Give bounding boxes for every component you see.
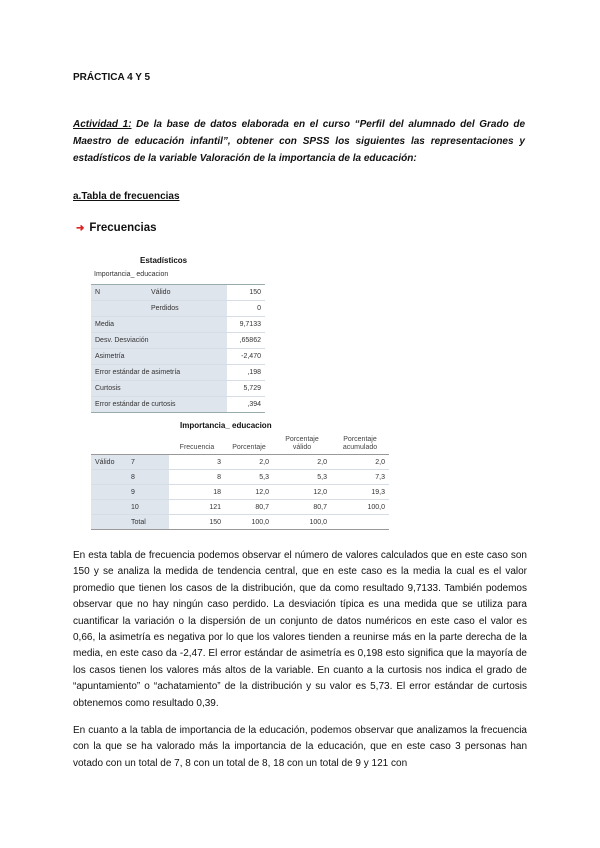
table-cell: Error estándar de asimetría — [91, 365, 227, 381]
table-cell: Media — [91, 317, 227, 333]
table-cell: 121 — [169, 500, 225, 515]
table-cell: 7 — [127, 455, 169, 470]
table-cell: 100,0 — [225, 515, 273, 530]
table-header-cell: Porcentaje — [225, 434, 273, 455]
table-row — [91, 500, 389, 515]
frequency-table — [91, 434, 389, 530]
table-cell: 10 — [127, 500, 169, 515]
table-cell: 80,7 — [225, 500, 273, 515]
table-cell: Válido — [147, 285, 227, 301]
table-cell: 19,3 — [331, 485, 389, 500]
table-cell: 2,0 — [331, 455, 389, 470]
table-cell: 2,0 — [225, 455, 273, 470]
table-cell: 2,0 — [273, 455, 331, 470]
table-cell: ,394 — [227, 397, 265, 413]
table-row — [91, 285, 265, 301]
table-header-cell: Porcentaje acumulado — [331, 434, 389, 455]
table-cell: ,65862 — [227, 333, 265, 349]
table-cell — [91, 500, 127, 515]
stats-table-title: Estadísticos — [140, 256, 188, 265]
frequencies-heading — [76, 222, 157, 234]
table-row — [91, 515, 389, 530]
table-cell: Curtosis — [91, 381, 227, 397]
table-row — [91, 349, 265, 365]
analysis-paragraph-1: En esta tabla de frecuencia podemos observar el número de valores calculados que en este caso son 150 y se analiza la medida de tendencia central, que en este caso es la media la cual es el valor promedio que tienen los casos de la distribución, que da como resultado 9,7133. También podemos observar que no hay ningún caso perdido. La desviación típica es una medida que se utiliza para cuantificar la variación o la dispersión de un conjunto de datos numéricos en este caso el valor es 0,66, la asimetría es negativa por lo que los valores tienden a reunirse más en la parte derecha de la media, en este caso da -2,47. El error estándar de asimetría es 0,198 esto significa que la mayoría de los casos tienen los valores más altos de la variable. En cuanto a la curtosis nos indica el grado de “apuntamiento” o “achatamiento” de la distribución y su valor es 5,73. El error estándar de curtosis obtenemos como resultado 0,39. — [73, 550, 527, 709]
table-row — [91, 381, 265, 397]
table-row — [91, 470, 389, 485]
table-row — [91, 333, 265, 349]
table-cell: 7,3 — [331, 470, 389, 485]
table-cell — [91, 515, 127, 530]
activity-statement — [73, 116, 525, 167]
table-cell: Válido — [91, 455, 127, 470]
statistics-table — [91, 284, 265, 413]
frequencies-heading-label: Frecuencias — [89, 222, 157, 234]
table-cell: 9,7133 — [227, 317, 265, 333]
table-header-cell — [127, 434, 169, 455]
table-cell: 5,3 — [273, 470, 331, 485]
table-row — [91, 301, 265, 317]
table-header-row — [91, 434, 389, 455]
table-cell: 80,7 — [273, 500, 331, 515]
table-cell: 18 — [169, 485, 225, 500]
activity-label: Actividad 1: — [73, 119, 132, 130]
table-row — [91, 485, 389, 500]
table-cell: 150 — [227, 285, 265, 301]
table-cell: Asimetría — [91, 349, 227, 365]
table-cell: 5,729 — [227, 381, 265, 397]
table-header-cell — [91, 434, 127, 455]
table-cell: 100,0 — [273, 515, 331, 530]
arrow-right-icon: ➜ — [76, 222, 85, 234]
table-header-cell: Frecuencia — [169, 434, 225, 455]
table-cell: 9 — [127, 485, 169, 500]
table-cell: 8 — [127, 470, 169, 485]
table-cell: 3 — [169, 455, 225, 470]
table-row — [91, 397, 265, 413]
frequency-table-title: Importancia_ educacion — [180, 421, 272, 430]
page-title: PRÁCTICA 4 Y 5 — [73, 72, 151, 83]
table-cell — [91, 301, 147, 317]
stats-table-variable: Importancia_ educacion — [94, 271, 169, 278]
table-cell — [91, 470, 127, 485]
table-cell: -2,470 — [227, 349, 265, 365]
table-cell: N — [91, 285, 147, 301]
table-cell: 100,0 — [331, 500, 389, 515]
table-cell: Desv. Desviación — [91, 333, 227, 349]
table-cell: 12,0 — [273, 485, 331, 500]
table-cell: 8 — [169, 470, 225, 485]
table-cell: 5,3 — [225, 470, 273, 485]
table-row — [91, 365, 265, 381]
table-cell: 150 — [169, 515, 225, 530]
table-cell: Perdidos — [147, 301, 227, 317]
table-row — [91, 317, 265, 333]
table-cell: Total — [127, 515, 169, 530]
table-cell — [331, 515, 389, 530]
table-cell: 12,0 — [225, 485, 273, 500]
table-cell: Error estándar de curtosis — [91, 397, 227, 413]
table-cell: ,198 — [227, 365, 265, 381]
activity-text: De la base de datos elaborada en el curso “Perfil del alumnado del Grado de Maestro de educación infantil”, obtener con SPSS los siguientes las representaciones y estadísticos de la variable Valoración de la importancia de la educación: — [73, 119, 525, 164]
table-cell — [91, 485, 127, 500]
table-cell: 0 — [227, 301, 265, 317]
analysis-paragraph-2: En cuanto a la tabla de importancia de la educación, podemos observar que analizamos la frecuencia con la que se ha valorado más la importancia de la educación, que en este caso 3 personas han votado con un total de 7, 8 con un total de 8, 18 con un total de 9 y 121 con — [73, 725, 527, 769]
table-header-cell: Porcentaje válido — [273, 434, 331, 455]
table-row — [91, 455, 389, 470]
section-a-heading: a.Tabla de frecuencias — [73, 191, 180, 202]
